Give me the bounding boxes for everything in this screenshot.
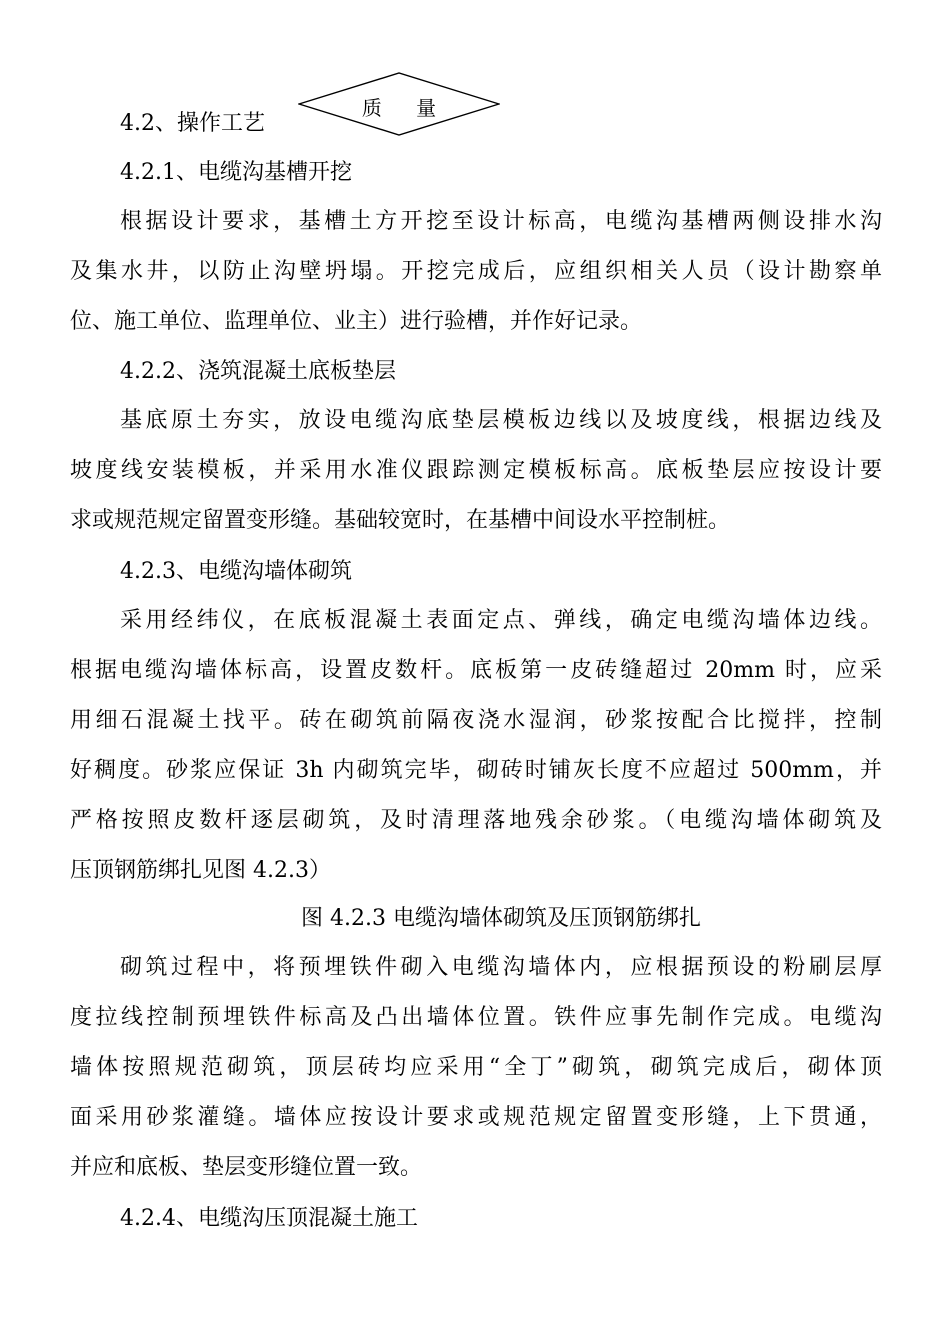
paragraph-line: 基底原土夯实，放设电缆沟底垫层模板边线以及坡度线，根据边线及 (120, 408, 882, 433)
section-heading: 4.2、操作工艺 (120, 111, 265, 136)
quality-stamp (298, 72, 500, 136)
paragraph-line: 度拉线控制预埋铁件标高及凸出墙体位置。铁件应事先制作完成。电缆沟 (70, 1005, 882, 1030)
paragraph-line: 坡度线安装模板，并采用水准仪跟踪测定模板标高。底板垫层应按设计要 (70, 458, 882, 483)
paragraph-line: 用细石混凝土找平。砖在砌筑前隔夜浇水湿润，砂浆按配合比搅拌，控制 (70, 708, 882, 733)
paragraph-line: 根据电缆沟墙体标高，设置皮数杆。底板第一皮砖缝超过 20mm 时，应采 (70, 658, 882, 683)
paragraph-422 (70, 396, 882, 546)
paragraph-line: 墙体按照规范砌筑，顶层砖均应采用“全丁”砌筑，砌筑完成后，砌体顶 (70, 1055, 882, 1080)
paragraph-line: 好稠度。砂浆应保证 3h 内砌筑完毕，砌砖时铺灰长度不应超过 500mm，并 (70, 758, 882, 783)
subsection-heading-422: 4.2.2、浇筑混凝土底板垫层 (120, 359, 396, 384)
paragraph-line: 根据设计要求，基槽土方开挖至设计标高，电缆沟基槽两侧设排水沟 (120, 209, 882, 234)
subsection-heading-424: 4.2.4、电缆沟压顶混凝土施工 (120, 1206, 418, 1231)
stamp-label: 质 量 (361, 96, 451, 120)
paragraph-line: 面采用砂浆灌缝。墙体应按设计要求或规范规定留置变形缝，上下贯通， (70, 1105, 882, 1130)
paragraph-line: 压顶钢筋绑扎见图 4.2.3） (70, 858, 331, 883)
paragraph-line: 并应和底板、垫层变形缝位置一致。 (70, 1155, 423, 1180)
paragraph-423a (70, 596, 882, 896)
paragraph-line: 求或规范规定留置变形缝。基础较宽时，在基槽中间设水平控制桩。 (70, 508, 731, 533)
paragraph-421 (70, 197, 882, 347)
paragraph-423b (70, 943, 882, 1193)
paragraph-line: 及集水井，以防止沟壁坍塌。开挖完成后，应组织相关人员（设计勘察单 (70, 259, 882, 284)
paragraph-line: 砌筑过程中，将预埋铁件砌入电缆沟墙体内，应根据预设的粉刷层厚 (120, 955, 882, 980)
paragraph-line: 严格按照皮数杆逐层砌筑，及时清理落地残余砂浆。（电缆沟墙体砌筑及 (70, 808, 882, 833)
figure-caption: 图 4.2.3 电缆沟墙体砌筑及压顶钢筋绑扎 (301, 906, 701, 931)
paragraph-line: 位、施工单位、监理单位、业主）进行验槽，并作好记录。 (70, 309, 643, 334)
subsection-heading-421: 4.2.1、电缆沟基槽开挖 (120, 160, 352, 185)
paragraph-line: 采用经纬仪，在底板混凝土表面定点、弹线，确定电缆沟墙体边线。 (120, 608, 882, 633)
subsection-heading-423: 4.2.3、电缆沟墙体砌筑 (120, 559, 352, 584)
